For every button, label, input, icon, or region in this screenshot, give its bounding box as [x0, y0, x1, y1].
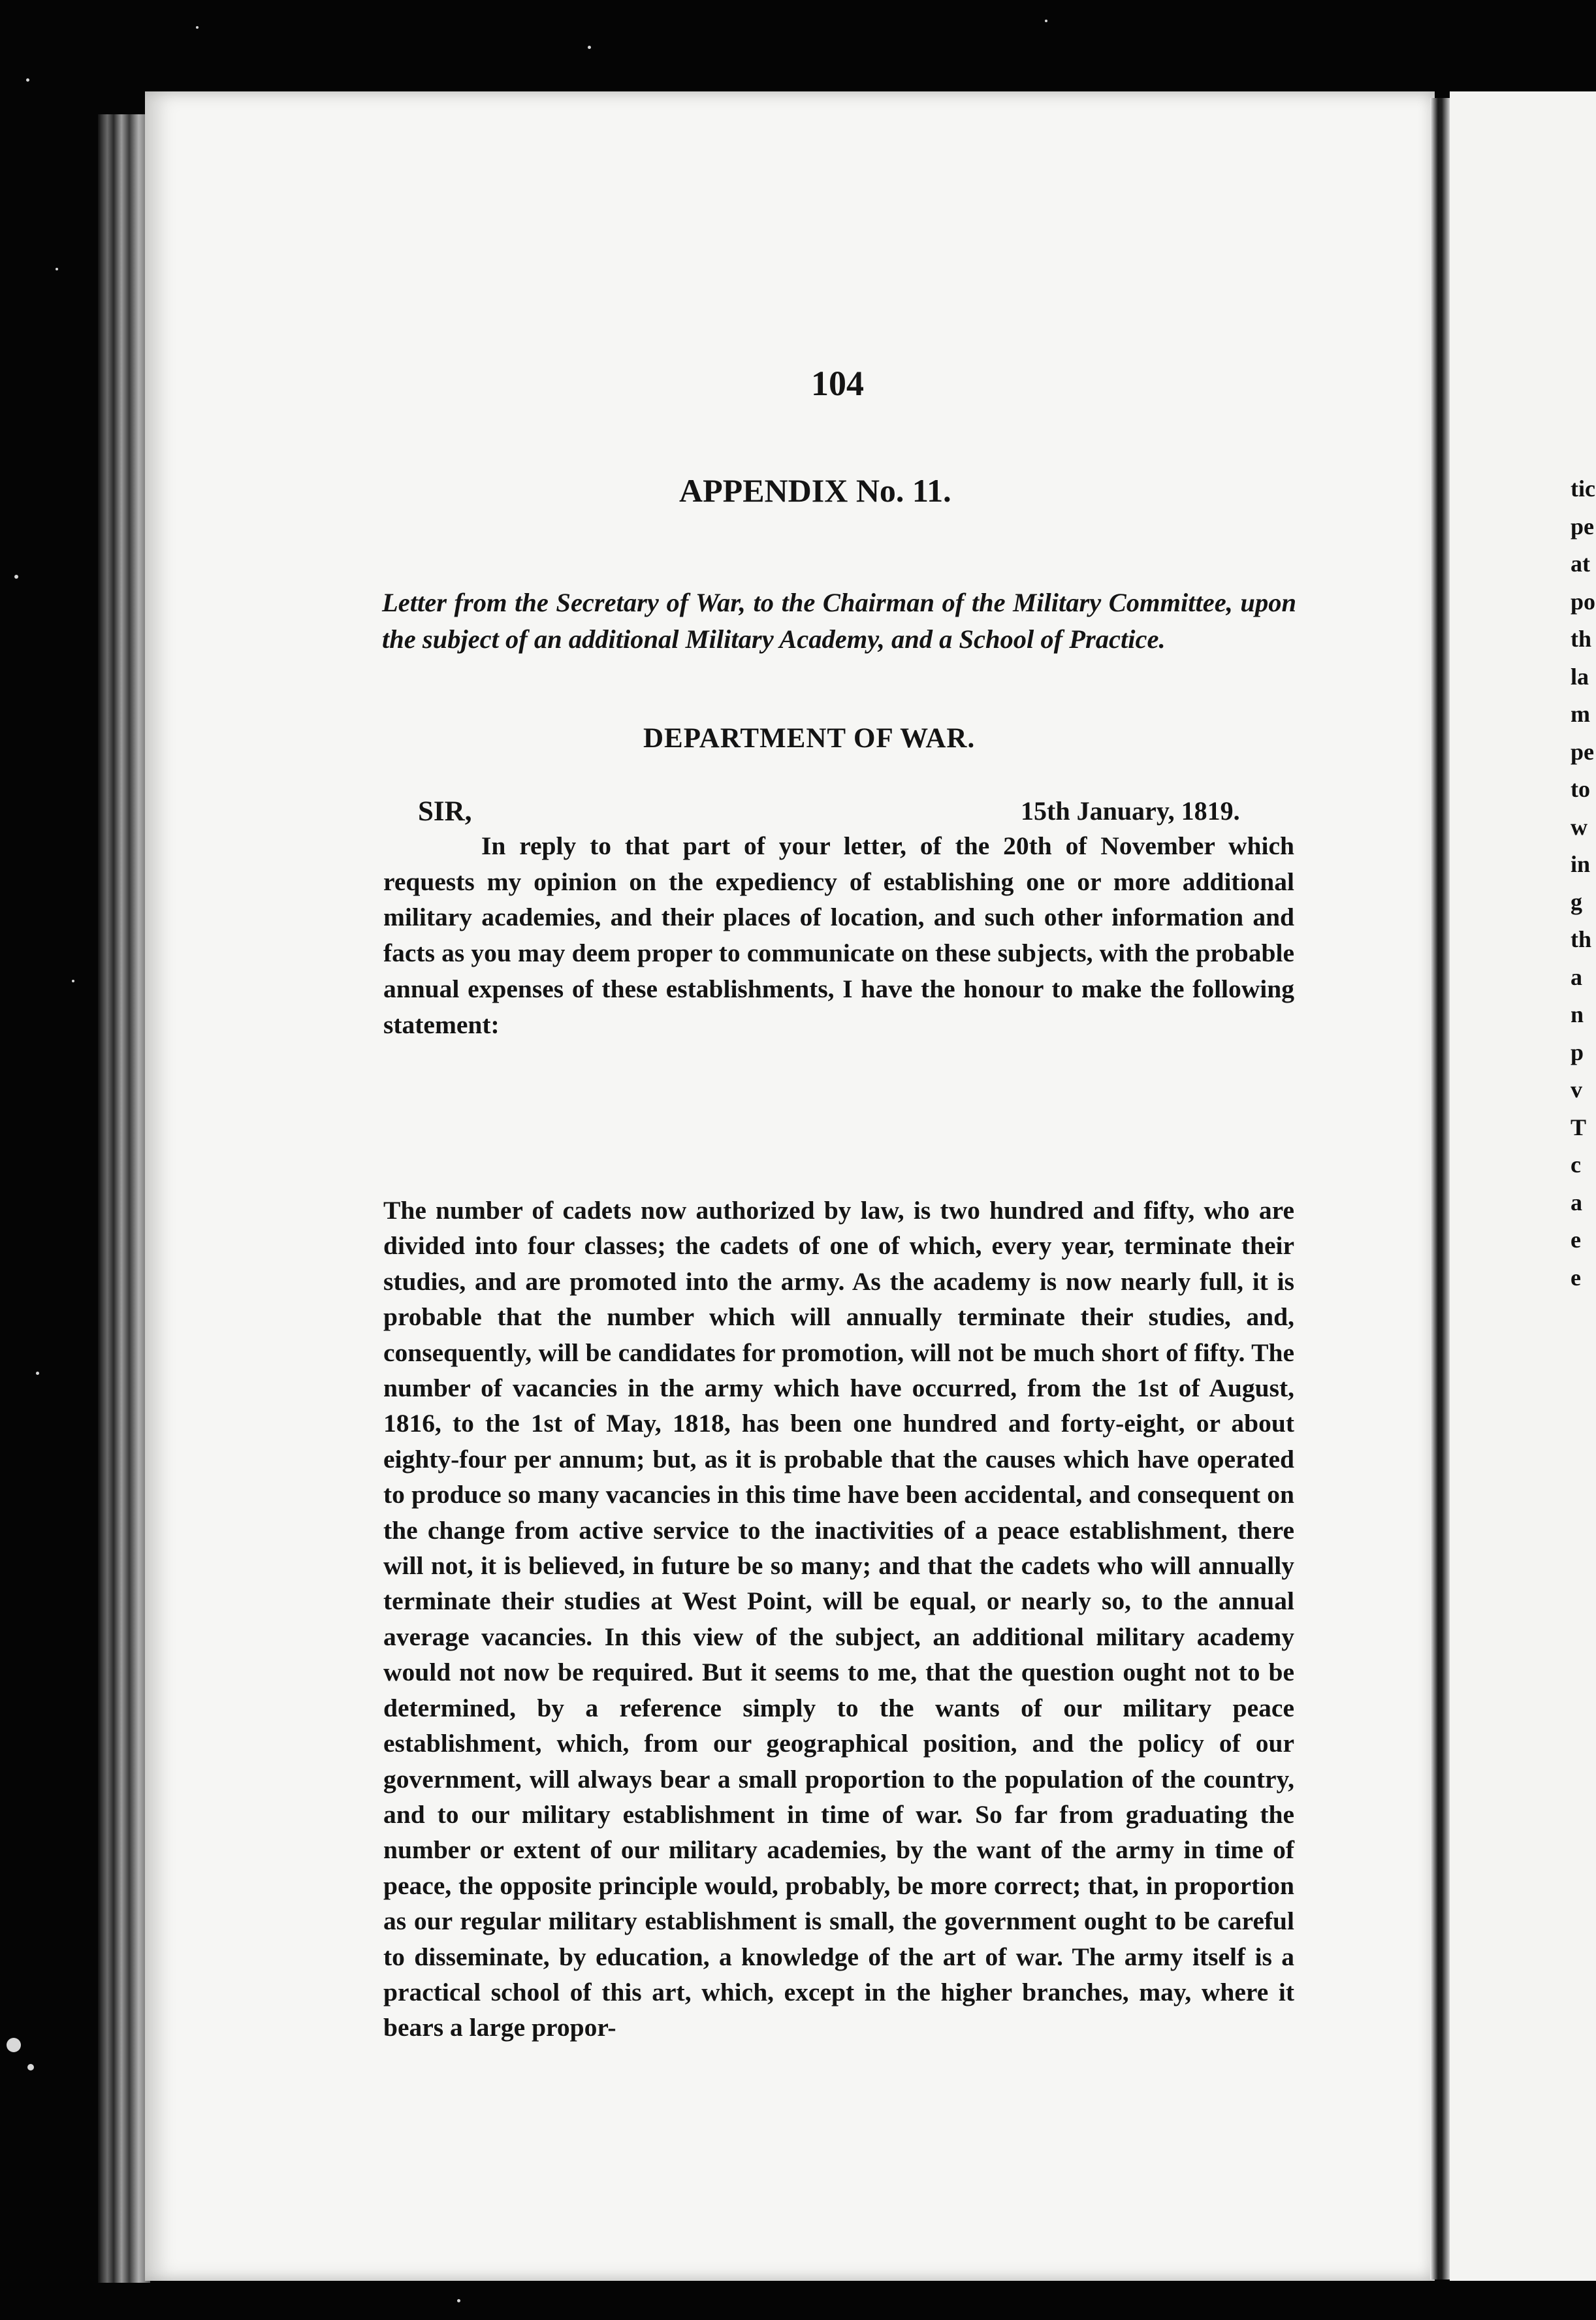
scan-speck: [457, 2299, 460, 2302]
scan-speck: [56, 268, 58, 270]
department-heading: DEPARTMENT OF WAR.: [643, 723, 976, 754]
scan-speck: [72, 980, 74, 982]
facing-page-text-fragments: tic pe at po th la m pe to w in g th a n p v T c a e e: [1571, 475, 1596, 1291]
paragraph-intro: In reply to that part of your letter, of the 20th of November which requests my opinion on the expediency of establishing one or more additional military academies, and their places of location, and such other information and facts as you may deem proper to communicate on these subjects, with the probable annual expenses of these establishments, I have the honour to make the following statement:: [383, 831, 1294, 1039]
paragraph-main: The number of cadets now authorized by law, is two hundred and fifty, who are divided into four classes; the cadets of one of which, every year, terminate their studies, and are promoted into the army. As the academy is now nearly full, it is probable that the number which will annually terminate their studies, and, consequently, will be candidates for promotion, will not be much short of fifty. The number of vacancies in the army which have occurred, from the 1st of August, 1816, to the 1st of May, 1818, has been one hundred and forty-eight, or about eighty-four per annum; but, as it is probable that the causes which have operated to produce so many vacancies in this time have been accidental, and consequent on the change from active service to the inactivities of a peace establishment, there will not, it is believed, in future be so many; and that the cadets who will annually terminate their studies at West Point, will be equal, or nearly so, to the annual average vacancies. In this view of the subject, an additional military academy would not now be required. But it seems to me, that the question ought not to be determined, by a reference simply to the wants of our military peace establishment, which, from our geographical position, and the policy of our government, will always bear a small proportion to the population of the country, and to our military establishment in time of war. So far from graduating the number or extent of our military academies, by the want of the army in time of peace, the opposite principle would, probably, be more correct; that, in proportion as our regular military establishment is small, the government ought to be careful to disseminate, by education, a knowledge of the art of war. The army itself is a practical school of this art, which, except in the higher branches, may, where it bears a large propor-: [383, 1196, 1294, 2042]
scan-speck: [196, 26, 199, 29]
page-number: 104: [811, 364, 864, 403]
scan-speck: [26, 78, 29, 82]
letter-date: 15th January, 1819.: [1021, 796, 1240, 826]
letter-description: Letter from the Secretary of War, to the Chairman of the Military Committee, upon the subject of an additional Military Academy, and a School of Practice.: [382, 588, 1296, 654]
book-gutter: [1430, 98, 1450, 2280]
salutation: SIR,: [418, 796, 472, 827]
scan-speck: [27, 2064, 34, 2070]
appendix-title: APPENDIX No. 11.: [679, 472, 951, 509]
book-page-stack-edge: [98, 114, 150, 2283]
scan-speck: [588, 46, 591, 49]
scan-speck: [7, 2038, 21, 2052]
scan-speck: [14, 575, 18, 579]
scan-speck: [36, 1372, 39, 1375]
scan-speck: [1045, 20, 1047, 22]
